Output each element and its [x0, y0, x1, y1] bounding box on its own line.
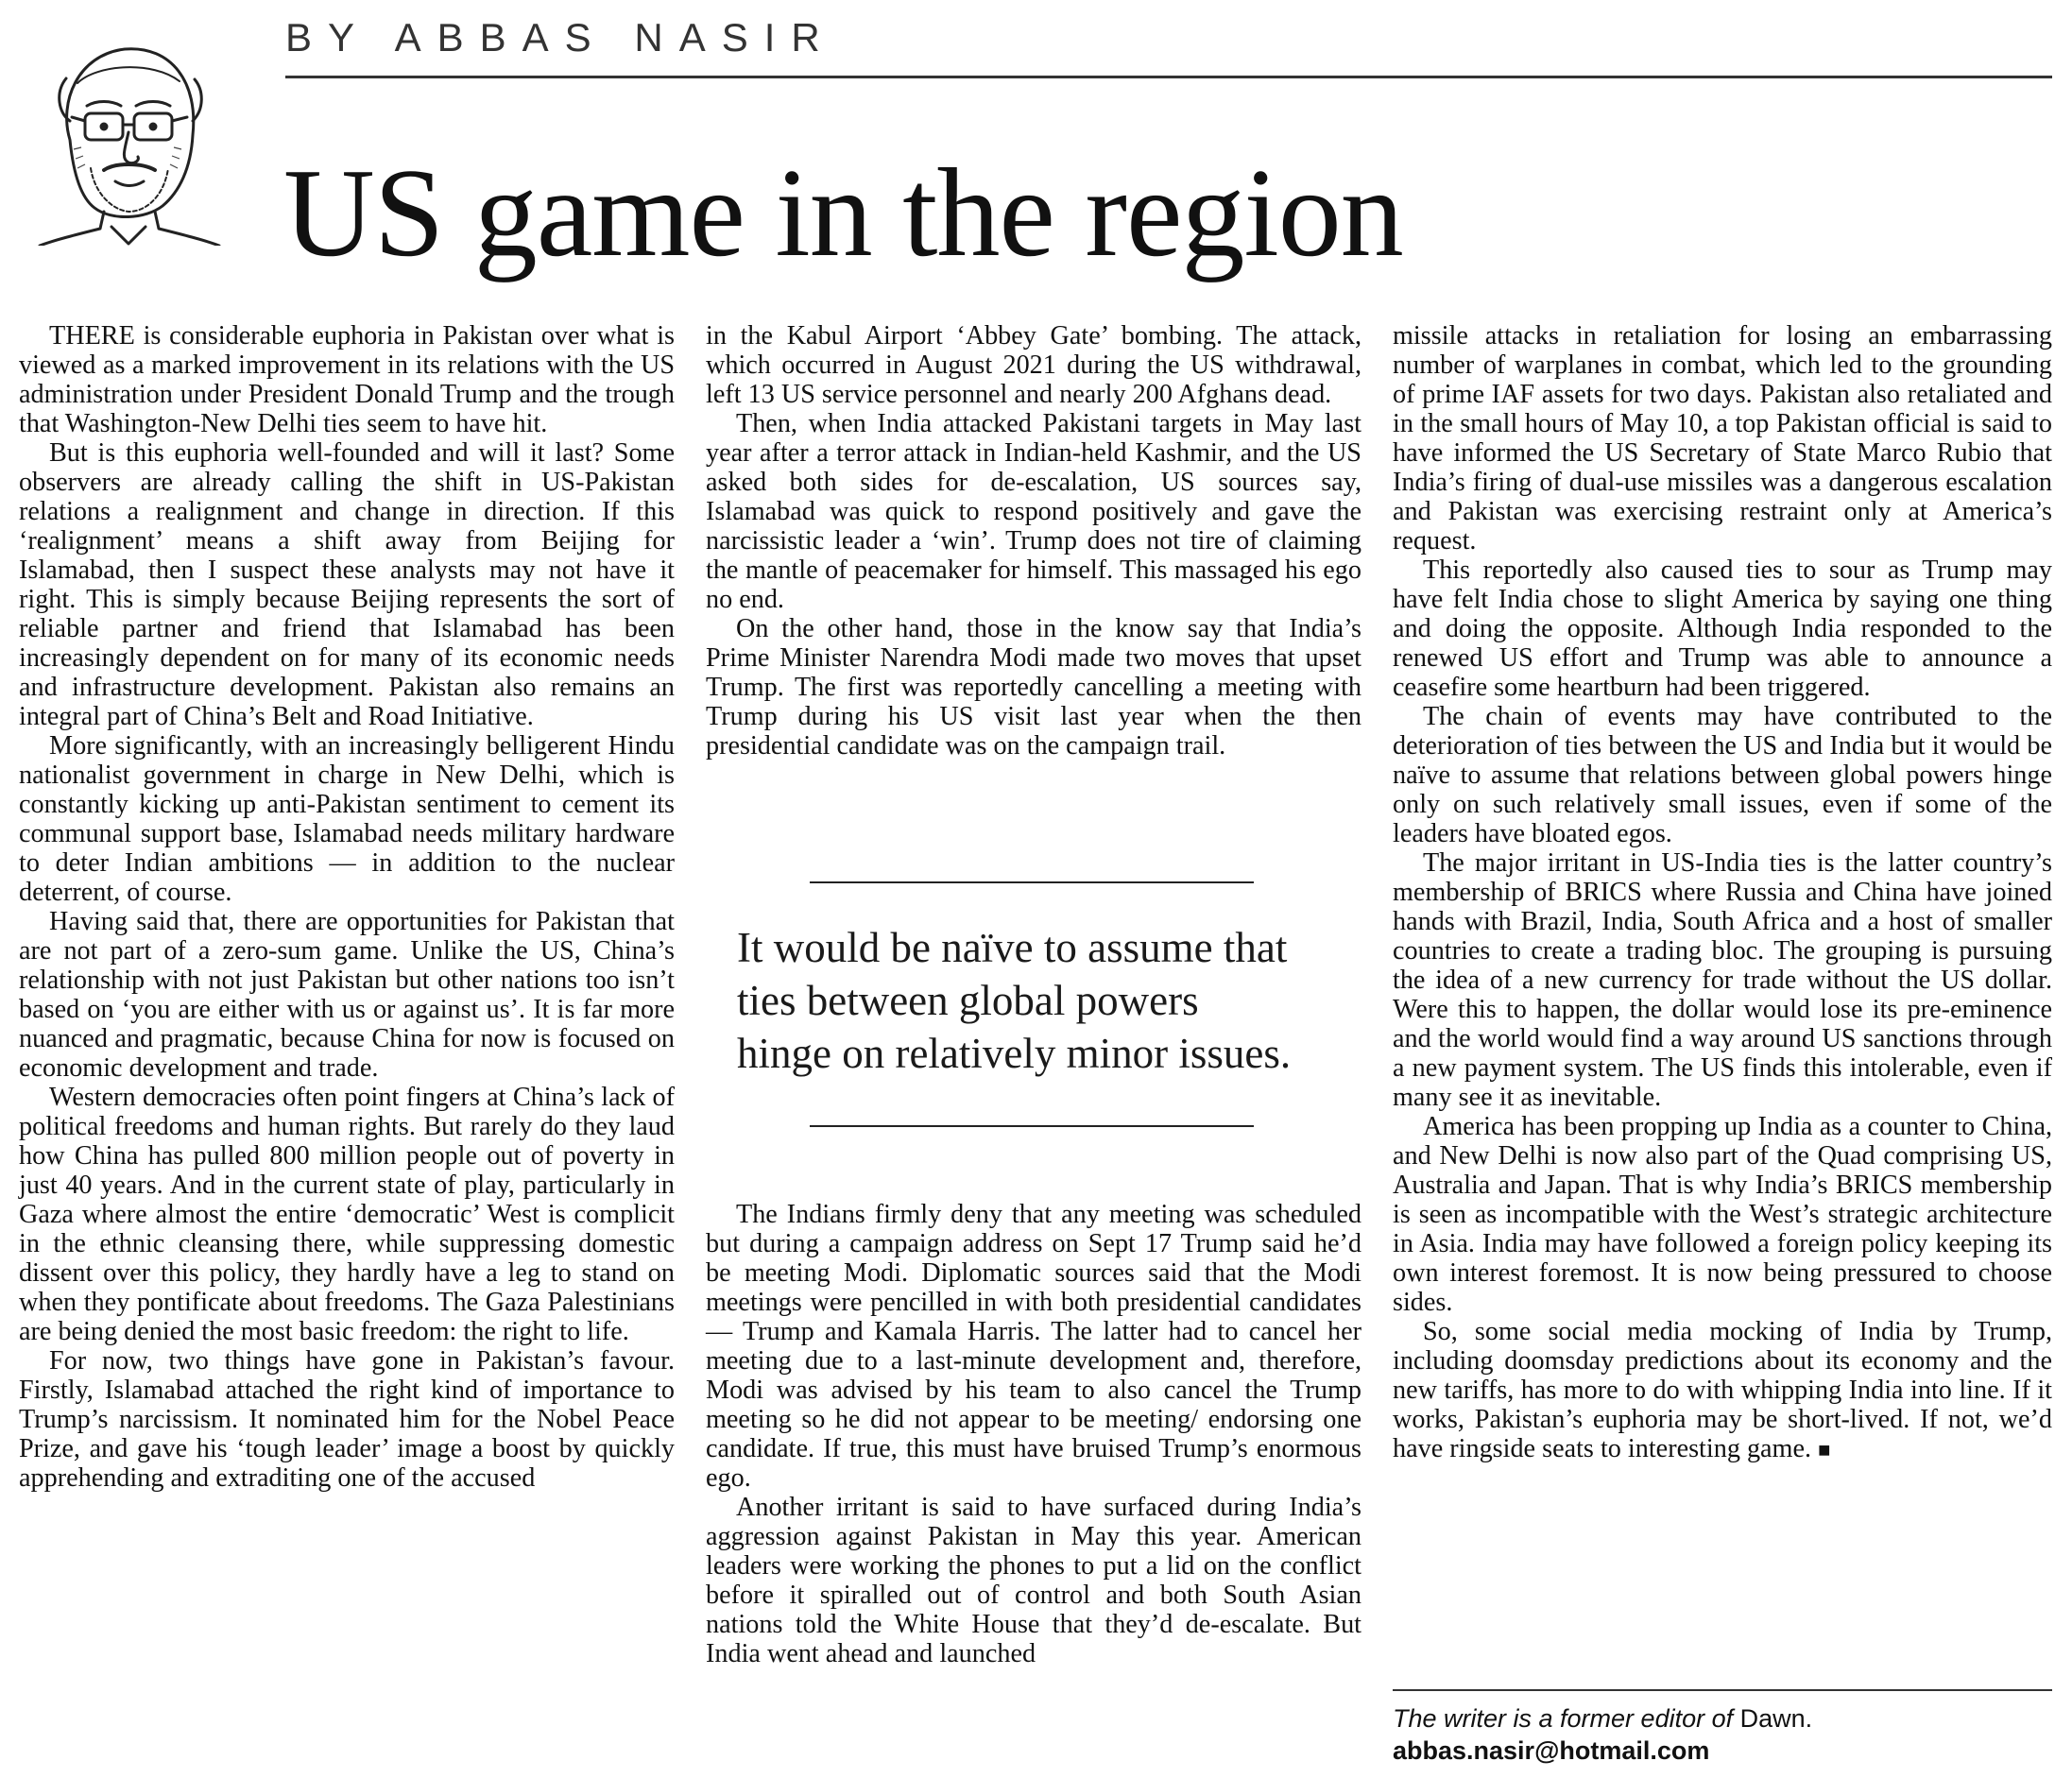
paragraph: On the other hand, those in the know say that India’s Prime Minister Narendra Modi made two moves that upset Trump. The first was reportedly cancelling a meeting with Trump during his US visit last year when the then presidential candidate was on the campaign trail.: [706, 614, 1361, 761]
paragraph: [1393, 1317, 2052, 1464]
footnote-publication: Dawn.: [1739, 1704, 1813, 1733]
pull-quote-top-rule: [810, 881, 1254, 883]
author-portrait: [21, 26, 227, 246]
paragraph: More significantly, with an increasingly belligerent Hindu nationalist government in charge in New Delhi, which is constantly kicking up anti-Pakistan sentiment to cement its communal support base, Islamabad needs military hardware to deter Indian ambitions — in addition to the nuclear deterrent, of course.: [19, 731, 675, 907]
author-footnote: [1393, 1702, 1812, 1767]
final-paragraph-text: So, some social media mocking of India by Trump, including doomsday predictions about its economy and the new tariffs, has more to do with whipping India into line. If it works, Pakistan’s euphoria may be short-lived. If not, we’d have ringside seats to interesting game.: [1393, 1317, 2052, 1463]
paragraph: Having said that, there are opportunities for Pakistan that are not part of a zero-sum game. Unlike the US, China’s relationship with not just Pakistan but other nations too isn’t based on ‘you are either with us or against us’. It is far more nuanced and pragmatic, because China for now is focused on economic development and trade.: [19, 907, 675, 1083]
paragraph: The chain of events may have contributed to the deterioration of ties between the US and India but it would be naïve to assume that relations between global powers hinge only on such relatively small issues, even if some of the leaders have bloated egos.: [1393, 702, 2052, 848]
pull-quote: [737, 881, 1292, 1127]
paragraph: Western democracies often point fingers at China’s lack of political freedoms and human rights. But rarely do they laud how China has pulled 800 million people out of poverty in just 40 years. And in the current state of play, particularly in Gaza where almost the entire ‘democratic’ West is complicit in the ethnic cleansing there, while suppressing domestic dissent over this policy, they hardly have a leg to stand on when they pontificate about freedoms. The Gaza Palestinians are being denied the most basic freedom: the right to life.: [19, 1083, 675, 1346]
byline-rule: [285, 76, 2052, 78]
paragraph: For now, two things have gone in Pakistan’s favour. Firstly, Islamabad attached the right kind of importance to Trump’s narcissism. It nominated him for the Nobel Peace Prize, and gave his ‘tough leader’ image a boost by quickly apprehending and extraditing one of the accused: [19, 1346, 675, 1493]
footnote-prefix: The writer is a former editor of: [1393, 1704, 1740, 1733]
headline: US game in the region: [283, 143, 1403, 282]
paragraph: missile attacks in retaliation for losing an embarrassing number of warplanes in combat, which led to the grounding of prime IAF assets for two days. Pakistan also retaliated and in the small hours of May 10, a top Pakistan official is said to have informed the US Secretary of State Marco Rubio that India’s firing of dual-use missiles was a dangerous escalation and Pakistan was exercising restraint only at America’s request.: [1393, 321, 2052, 556]
paragraph: The Indians firmly deny that any meeting was scheduled but during a campaign address on Sept 17 Trump said he’d be meeting Modi. Diplomatic sources said that the Modi meetings were pencilled in with both presidential candidates — Trump and Kamala Harris. The latter had to cancel her meeting due to a last-minute development and, therefore, Modi was advised by his team to also cancel the Trump meeting so he did not appear to be meeting/ endorsing one candidate. If true, this must have bruised Trump’s enormous ego.: [706, 1200, 1361, 1493]
byline: BY ABBAS NASIR: [285, 15, 836, 60]
paragraph: Then, when India attacked Pakistani targets in May last year after a terror attack in Indian-held Kashmir, and the US asked both sides for de-escalation, US sources say, Islamabad was quick to respond positively and gave the narcissistic leader a ‘win’. Trump does not tire of claiming the mantle of peacemaker for himself. This massaged his ego no end.: [706, 409, 1361, 614]
paragraph: The major irritant in US-India ties is the latter country’s membership of BRICS where Russia and China have joined hands with Brazil, India, South Africa and a host of smaller countries to create a trading bloc. The grouping is pursuing the idea of a new currency for trade without the US dollar. Were this to happen, the dollar would lose its pre-eminence and the world would find a way around US sanctions through a new payment system. The US finds this intolerable, even if many see it as inevitable.: [1393, 848, 2052, 1112]
column-3: [1393, 321, 2052, 1464]
footnote-bio: [1393, 1702, 1812, 1735]
end-mark: ■: [1818, 1438, 1831, 1462]
pull-quote-text: It would be naïve to assume that ties between global powers hinge on relatively minor issues.: [737, 924, 1292, 1077]
paragraph: But is this euphoria well-founded and will it last? Some observers are already calling the shift in US-Pakistan relations a realignment and change in direction. If this ‘realignment’ means a shift away from Beijing for Islamabad, then I suspect these analysts may not have it right. This is simply because Beijing represents the sort of reliable partner and friend that Islamabad has been increasingly dependent on for many of its economic needs and infrastructure development. Pakistan also remains an integral part of China’s Belt and Road Initiative.: [19, 438, 675, 731]
column-2-bottom: [706, 1200, 1361, 1668]
footnote-rule: [1393, 1689, 2052, 1691]
paragraph: This reportedly also caused ties to sour as Trump may have felt India chose to slight America by saying one thing and doing the opposite. Although India responded to the renewed US effort and Trump was able to announce a ceasefire some heartburn had been triggered.: [1393, 556, 2052, 702]
column-2-top: [706, 321, 1361, 761]
author-email-link[interactable]: abbas.nasir@hotmail.com: [1393, 1736, 1710, 1765]
paragraph: Another irritant is said to have surfaced during India’s aggression against Pakistan in May this year. American leaders were working the phones to put a lid on the conflict before it spiralled out of control and both South Asian nations told the White House that they’d de-escalate. But India went ahead and launched: [706, 1493, 1361, 1668]
paragraph: in the Kabul Airport ‘Abbey Gate’ bombing. The attack, which occurred in August 2021 during the US withdrawal, left 13 US service personnel and nearly 200 Afghans dead.: [706, 321, 1361, 409]
paragraph: America has been propping up India as a counter to China, and New Delhi is now also part of the Quad comprising US, Australia and Japan. That is why India’s BRICS membership is seen as incompatible with the West’s strategic architecture in Asia. India may have followed a foreign policy keeping its own interest foremost. It is now being pressured to choose sides.: [1393, 1112, 2052, 1317]
column-1: [19, 321, 675, 1493]
pull-quote-bottom-rule: [810, 1125, 1254, 1127]
paragraph: THERE is considerable euphoria in Pakistan over what is viewed as a marked improvement in its relations with the US administration under President Donald Trump and the trough that Washington-New Delhi ties seem to have hit.: [19, 321, 675, 438]
